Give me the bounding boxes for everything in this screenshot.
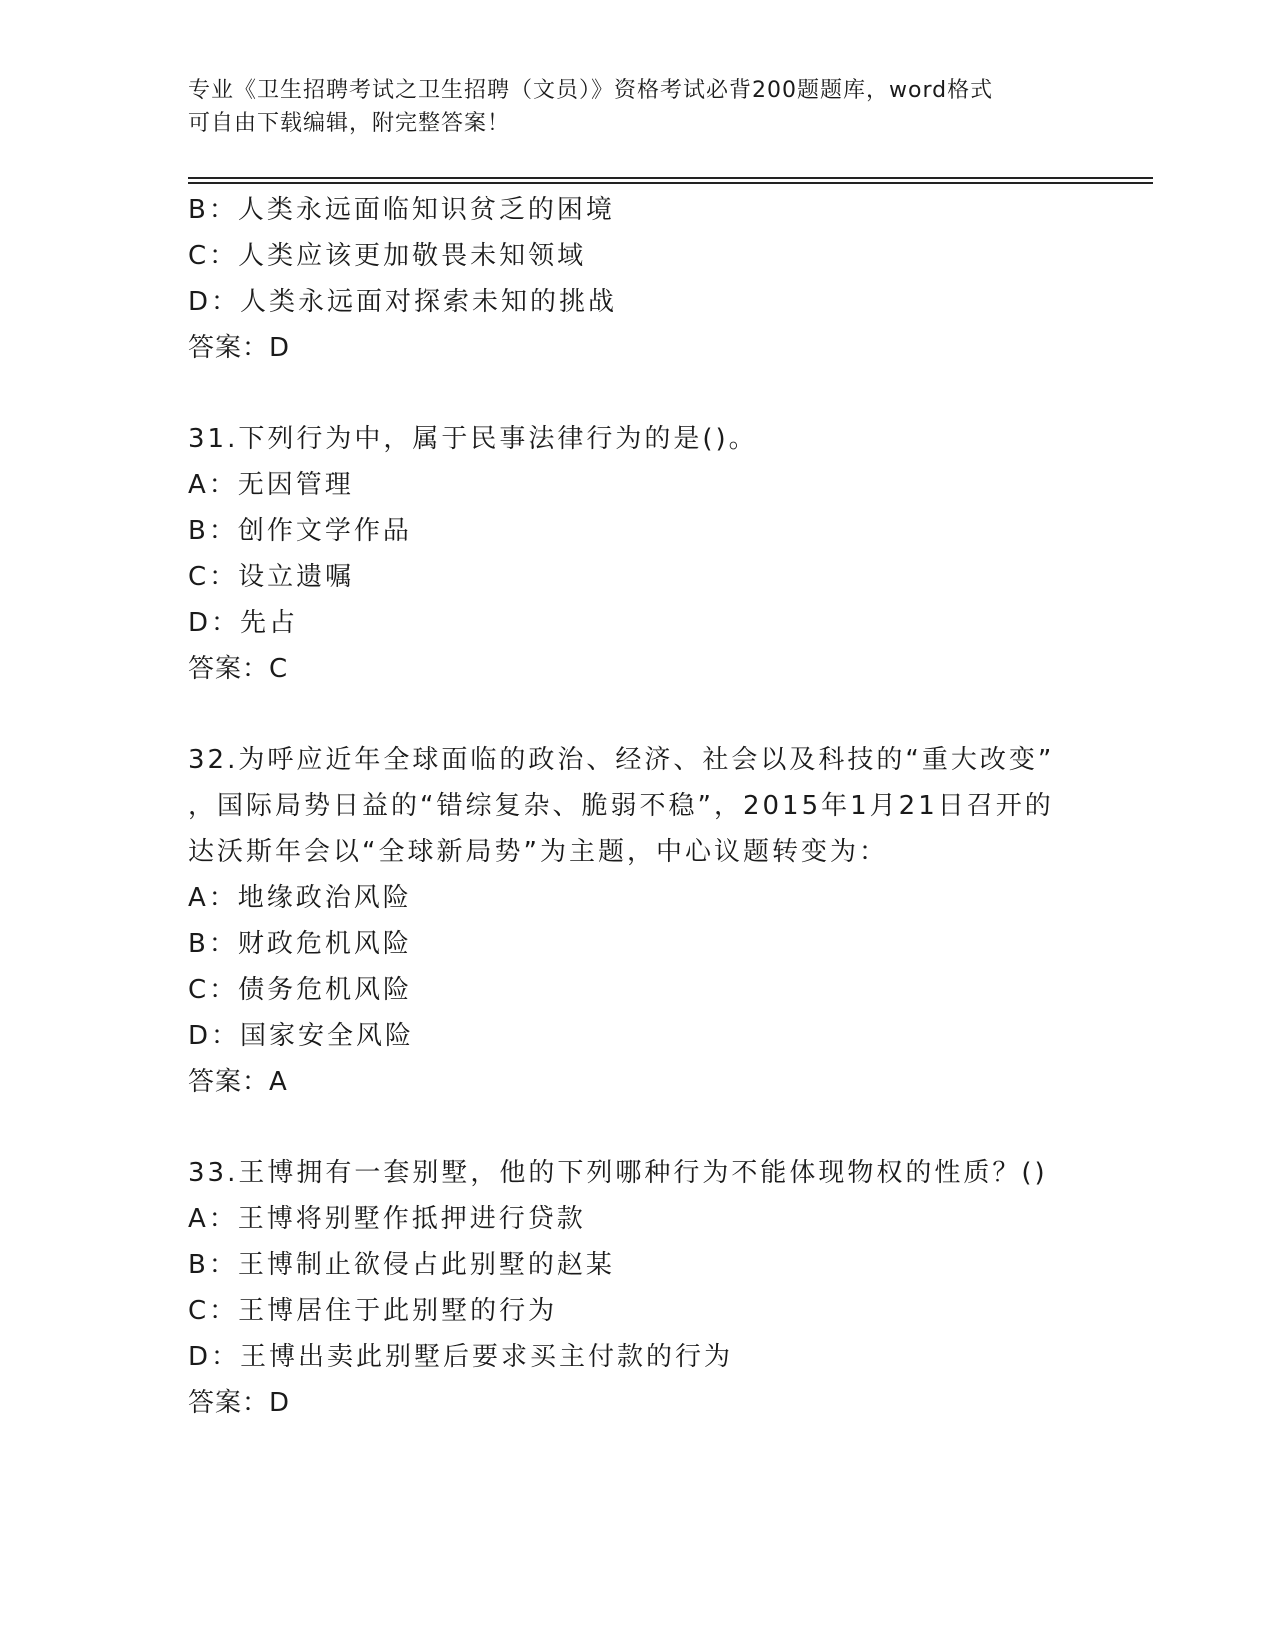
option-a: A：王博将别墅作抵押进行贷款 (188, 1204, 586, 1234)
question-text: 达沃斯年会以“全球新局势”为主题，中心议题转变为： (188, 837, 888, 867)
question-block-33 (188, 1150, 1088, 1426)
answer: 答案：D (188, 333, 291, 363)
header-line-1: 专业《卫生招聘考试之卫生招聘（文员）》资格考试必背200题题库，word格式 (188, 78, 994, 103)
question-text: 31.下列行为中，属于民事法律行为的是()。 (188, 424, 758, 454)
option-a: A：地缘政治风险 (188, 883, 412, 913)
option-b: B：王博制止欲侵占此别墅的赵某 (188, 1250, 615, 1280)
option-a: A：无因管理 (188, 470, 354, 500)
answer: 答案：C (188, 654, 289, 684)
question-text: ，国际局势日益的“错综复杂、脆弱不稳”，2015年1月21日召开的 (188, 791, 1054, 821)
header-line-2: 可自由下载编辑，附完整答案！ (188, 111, 511, 136)
header-divider (188, 177, 1153, 179)
question-text: 33.王博拥有一套别墅，他的下列哪种行为不能体现物权的性质？() (188, 1158, 1048, 1188)
option-d: D：先占 (188, 608, 299, 638)
option-c: C：王博居住于此别墅的行为 (188, 1296, 558, 1326)
option-c: C：人类应该更加敬畏未知领域 (188, 241, 587, 271)
option-c: C：设立遗嘱 (188, 562, 355, 592)
question-block-31 (188, 416, 1088, 692)
question-text: 32.为呼应近年全球面临的政治、经济、社会以及科技的“重大改变” (188, 745, 1055, 775)
answer: 答案：D (188, 1388, 291, 1418)
question-block-30 (188, 187, 1088, 371)
option-b: B：人类永远面临知识贫乏的困境 (188, 195, 615, 225)
question-content (188, 187, 1088, 1426)
option-b: B：创作文学作品 (188, 516, 412, 546)
option-c: C：债务危机风险 (188, 975, 413, 1005)
document-header (188, 74, 1088, 140)
option-d: D：人类永远面对探索未知的挑战 (188, 287, 618, 317)
question-block-32 (188, 737, 1088, 1105)
option-d: D：国家安全风险 (188, 1021, 415, 1051)
option-b: B：财政危机风险 (188, 929, 412, 959)
answer: 答案：A (188, 1067, 288, 1097)
header-divider (188, 182, 1153, 184)
option-d: D：王博出卖此别墅后要求买主付款的行为 (188, 1342, 734, 1372)
